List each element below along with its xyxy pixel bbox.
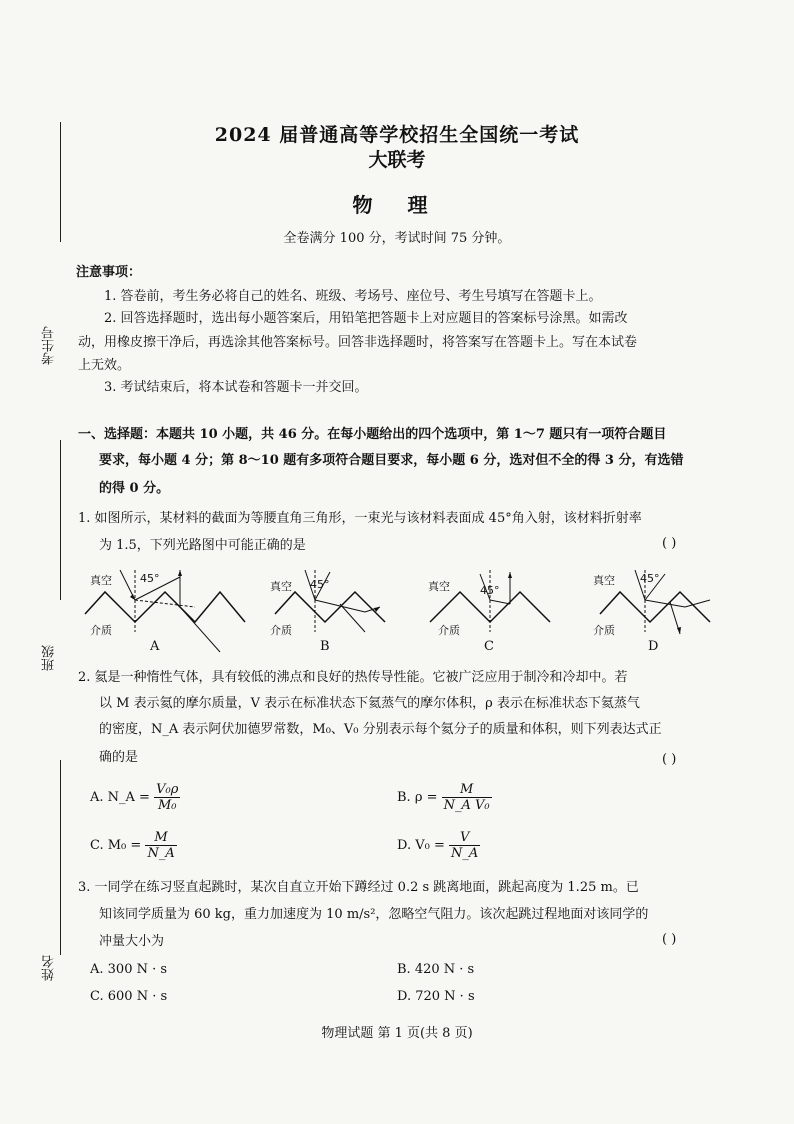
angle-label: 45°: [140, 572, 160, 585]
name-label: 姓名: [42, 955, 57, 981]
medium-label: 介质: [593, 624, 615, 637]
section-heading-line: 一、选择题：本题共 10 小题，共 46 分。在每小题给出的四个选项中，第 1～7 题只有一项符合题目: [78, 427, 667, 442]
vacuum-label: 真空: [270, 580, 292, 593]
question-2-line: 2. 氦是一种惰性气体，具有较低的沸点和良好的热传导性能。它被广泛应用于制冷和冷却中。若: [78, 670, 628, 685]
score-info: 全卷满分 100 分，考试时间 75 分钟。: [283, 231, 511, 246]
section-heading-line: 的得 0 分。: [99, 481, 170, 496]
question-1-line: 为 1.5，下列光路图中可能正确的是: [99, 538, 306, 553]
exam-number-label: 考生号: [42, 326, 57, 365]
numerator: M: [145, 830, 176, 846]
option-b: [397, 782, 492, 813]
question-3-line: 冲量大小为: [99, 934, 165, 949]
section-heading-line: 要求，每小题 4 分；第 8～10 题有多项符合题目要求，每小题 6 分，选对但不全的得 3 分，有选错: [99, 453, 684, 468]
figure-letter: D: [648, 639, 659, 654]
binding-line: [60, 760, 61, 955]
figure-letter: C: [484, 639, 494, 654]
option-a: [90, 782, 180, 813]
numerator: V: [449, 830, 480, 846]
optics-figures: [80, 562, 720, 662]
angle-label: 45°: [310, 578, 330, 591]
option-a: A. 300 N · s: [90, 962, 168, 977]
subject-title: 物 理: [352, 193, 442, 217]
vacuum-label: 真空: [90, 574, 112, 587]
answer-paren: ( ): [662, 932, 677, 947]
page-footer: 物理试题 第 1 页(共 8 页): [321, 1026, 473, 1041]
class-label: 班级: [42, 645, 57, 671]
denominator: M₀: [157, 798, 177, 813]
numerator: V₀ρ: [156, 782, 179, 797]
medium-label: 介质: [438, 624, 460, 637]
answer-paren: ( ): [662, 752, 677, 767]
medium-label: 介质: [90, 624, 112, 637]
option-label: B. ρ =: [397, 790, 438, 805]
notes-heading: 注意事项：: [76, 265, 142, 280]
fraction: [145, 830, 176, 861]
exam-title: 2024 届普通高等学校招生全国统一考试: [214, 124, 580, 146]
note-line: 1. 答卷前，考生务必将自己的姓名、班级、考场号、座位号、考生号填写在答题卡上。: [104, 289, 602, 304]
answer-paren: ( ): [662, 536, 677, 551]
fraction: [442, 782, 492, 813]
angle-label: 45°: [480, 584, 500, 597]
fraction: [449, 830, 480, 861]
question-2-line: 确的是: [99, 750, 139, 765]
question-3-line: 3. 一同学在练习竖直起跳时，某次自直立开始下蹲经过 0.2 s 跳离地面，跳起高度为 1.25 m。已: [78, 880, 639, 895]
denominator: N_A: [147, 846, 175, 861]
note-line: 3. 考试结束后，将本试卷和答题卡一并交回。: [104, 380, 368, 395]
question-2-line: 的密度，N_A 表示阿伏加德罗常数，M₀、V₀ 分别表示每个氦分子的质量和体积，则下列表达式正: [99, 722, 662, 737]
option-label: D. V₀ =: [397, 838, 445, 853]
option-c: [90, 830, 177, 861]
vacuum-label: 真空: [593, 574, 615, 587]
option-d: [397, 830, 480, 861]
question-1-line: 1. 如图所示，某材料的截面为等腰直角三角形，一束光与该材料表面成 45°角入射，该材料折射率: [78, 511, 642, 526]
angle-label: 45°: [640, 572, 660, 585]
option-c: C. 600 N · s: [90, 989, 168, 1004]
figure-letter: B: [320, 639, 330, 654]
exam-subtitle: 大联考: [368, 149, 426, 171]
denominator: N_A: [451, 846, 479, 861]
note-line: 上无效。: [78, 358, 131, 373]
binding-line: [60, 440, 61, 600]
numerator: M: [442, 782, 492, 798]
vacuum-label: 真空: [428, 580, 450, 593]
option-label: A. N_A =: [90, 790, 150, 805]
denominator: N_A V₀: [443, 798, 490, 813]
note-line: 2. 回答选择题时，选出每小题答案后，用铅笔把答题卡上对应题目的答案标号涂黑。如需改: [104, 311, 628, 326]
note-line: 动，用橡皮擦干净后，再选涂其他答案标号。回答非选择题时，将答案写在答题卡上。写在本试卷: [78, 335, 638, 350]
option-d: D. 720 N · s: [397, 989, 475, 1004]
figure-letter: A: [150, 639, 160, 654]
question-3-line: 知该同学质量为 60 kg，重力加速度为 10 m/s²，忽略空气阻力。该次起跳过程地面对该同学的: [99, 907, 649, 922]
option-b: B. 420 N · s: [397, 962, 475, 977]
option-label: C. M₀ =: [90, 838, 142, 853]
fraction: [154, 782, 180, 813]
question-2-line: 以 M 表示氦的摩尔质量，V 表示在标准状态下氦蒸气的摩尔体积，ρ 表示在标准状态下氦蒸气: [99, 696, 640, 711]
medium-label: 介质: [270, 624, 292, 637]
